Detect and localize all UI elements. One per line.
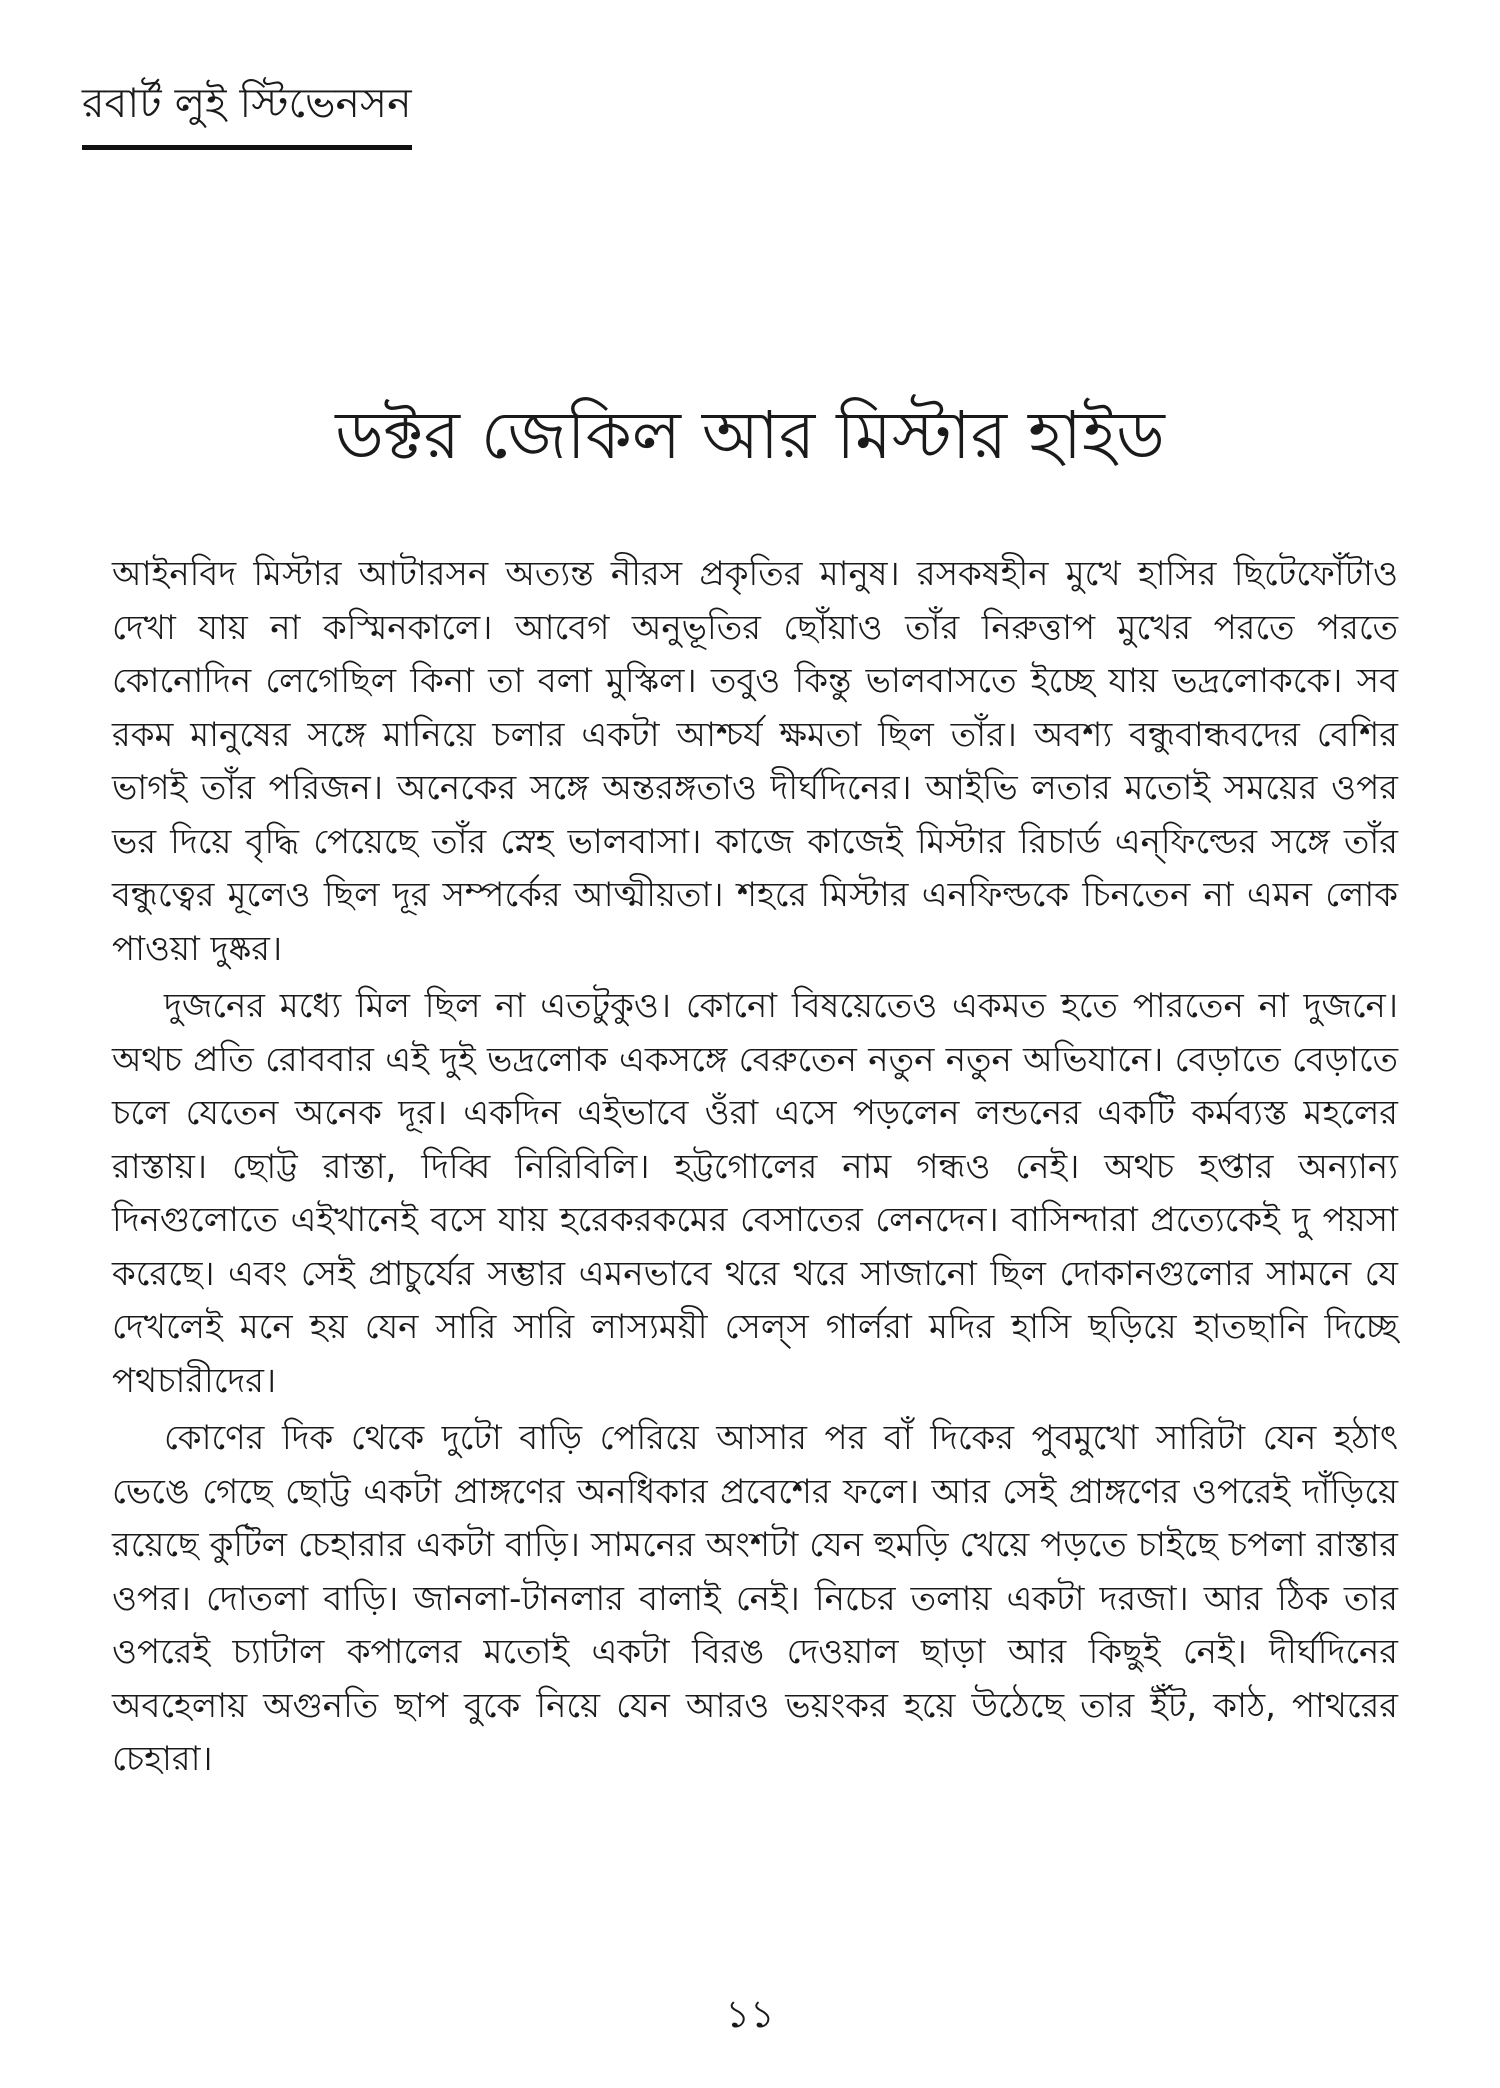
running-head-author: রবার্ট লুই স্টিভেনসন [82, 78, 412, 150]
body-text [112, 548, 1398, 1787]
paragraph-1: আইনবিদ মিস্টার আটারসন অত্যন্ত নীরস প্রকৃতির মানুষ। রসকষহীন মুখে হাসির ছিটেফোঁটাও দেখা যায় না কস্মিনকালে। আবেগ অনুভূতির ছোঁয়াও তাঁর নিরুত্তাপ মুখের পরতে পরতে কোনোদিন লেগেছিল কিনা তা বলা মুস্কিল। তবুও কিন্তু ভালবাসতে ইচ্ছে যায় ভদ্রলোককে। সব রকম মানুষের সঙ্গে মানিয়ে চলার একটা আশ্চর্য ক্ষমতা ছিল তাঁর। অবশ্য বন্ধুবান্ধবদের বেশির ভাগই তাঁর পরিজন। অনেকের সঙ্গে অন্তরঙ্গতাও দীর্ঘদিনের। আইভি লতার মতোই সময়ের ওপর ভর দিয়ে বৃদ্ধি পেয়েছে তাঁর স্নেহ ভালবাসা। কাজে কাজেই মিস্টার রিচার্ড এন্‌ফিল্ডের সঙ্গে তাঁর বন্ধুত্বের মূলেও ছিল দূর সম্পর্কের আত্মীয়তা। শহরে মিস্টার এনফিল্ডকে চিনতেন না এমন লোক পাওয়া দুষ্কর। [112, 554, 1398, 969]
paragraph-2: দুজনের মধ্যে মিল ছিল না এতটুকুও। কোনো বিষয়েতেও একমত হতে পারতেন না দুজনে। অথচ প্রতি রোববার এই দুই ভদ্রলোক একসঙ্গে বেরুতেন নতুন নতুন অভিযানে। বেড়াতে বেড়াতে চলে যেতেন অনেক দূর। একদিন এইভাবে ওঁরা এসে পড়লেন লন্ডনের একটি কর্মব্যস্ত মহলের রাস্তায়। ছোট্ট রাস্তা, দিব্বি নিরিবিলি। হট্টগোলের নাম গন্ধও নেই। অথচ হপ্তার অন্যান্য দিনগুলোতে এইখানেই বসে যায় হরেকরকমের বেসাতের লেনদেন। বাসিন্দারা প্রত্যেকেই দু পয়সা করেছে। এবং সেই প্রাচুর্যের সম্ভার এমনভাবে থরে থরে সাজানো ছিল দোকানগুলোর সামনে যে দেখলেই মনে হয় যেন সারি সারি লাস্যময়ী সেল্‌স গার্লরা মদির হাসি ছড়িয়ে হাতছানি দিচ্ছে পথচারীদের। [112, 986, 1398, 1401]
chapter-title: ডক্টর জেকিল আর মিস্টার হাইড [335, 397, 1165, 474]
paragraph-3: কোণের দিক থেকে দুটো বাড়ি পেরিয়ে আসার পর বাঁ দিকের পুবমুখো সারিটা যেন হঠাৎ ভেঙে গেছে ছোট্ট একটা প্রাঙ্গণের অনধিকার প্রবেশের ফলে। আর সেই প্রাঙ্গণের ওপরেই দাঁড়িয়ে রয়েছে কুটিল চেহারার একটা বাড়ি। সামনের অংশটা যেন হুমড়ি খেয়ে পড়তে চাইছে চপলা রাস্তার ওপর। দোতলা বাড়ি। জানলা-টানলার বালাই নেই। নিচের তলায় একটা দরজা। আর ঠিক তার ওপরেই চ্যাটাল কপালের মতোই একটা বিরঙ দেওয়াল ছাড়া আর কিছুই নেই। দীর্ঘদিনের অবহেলায় অগুনতি ছাপ বুকে নিয়ে যেন আরও ভয়ংকর হয়ে উঠেছে তার ইঁট, কাঠ, পাথরের চেহারা। [112, 1418, 1398, 1779]
page-number: ১১ [725, 1992, 775, 2036]
